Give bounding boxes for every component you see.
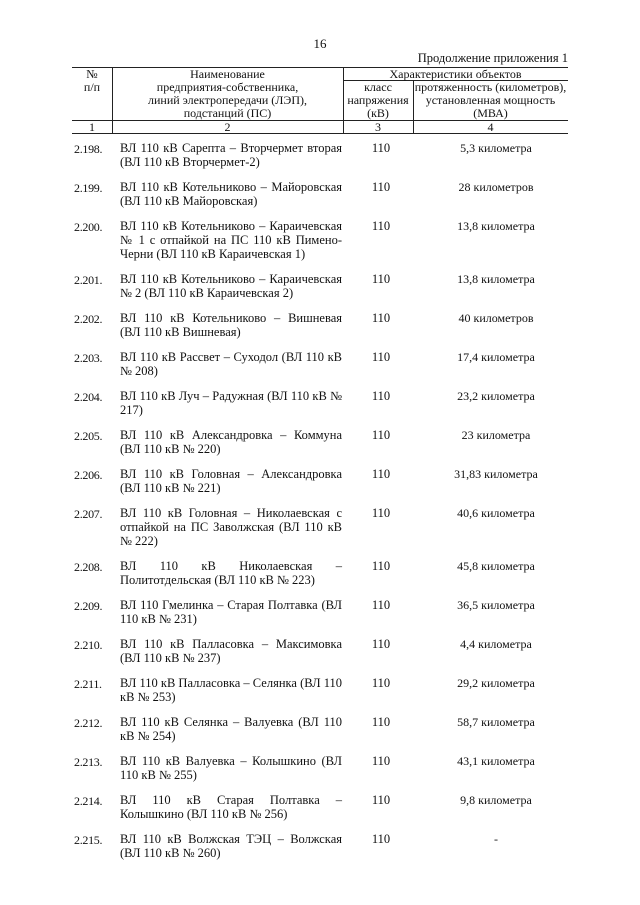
line-name: ВЛ 110 кВ Котельниково – Майоровская (ВЛ 110 кВ Майоровская) bbox=[120, 180, 342, 208]
line-length: - bbox=[494, 832, 498, 846]
row-number: 2.204. bbox=[74, 390, 103, 404]
voltage-class: 110 bbox=[371, 311, 391, 325]
header-col-index: 4 bbox=[487, 120, 494, 134]
line-name: ВЛ 110 кВ Котельниково – Караичевская № 1 с отпайкой на ПС 110 кВ Пимено-Черни (ВЛ 110 кВ Караичевская 1) bbox=[120, 219, 342, 261]
line-name: ВЛ 110 кВ Валуевка – Колышкино (ВЛ 110 кВ № 255) bbox=[120, 754, 342, 782]
row-number: 2.203. bbox=[74, 351, 103, 365]
header-length: протяженность (километров), установленная мощность (МВА) bbox=[414, 80, 567, 120]
voltage-class: 110 bbox=[371, 272, 391, 286]
table-row bbox=[74, 350, 574, 378]
line-name: ВЛ 110 кВ Луч – Радужная (ВЛ 110 кВ № 217) bbox=[120, 389, 342, 417]
line-name: ВЛ 110 кВ Рассвет – Суходол (ВЛ 110 кВ № 208) bbox=[120, 350, 342, 378]
row-number: 2.209. bbox=[74, 599, 103, 613]
table-row bbox=[74, 219, 574, 261]
table-row bbox=[74, 180, 574, 208]
row-number: 2.205. bbox=[74, 429, 103, 443]
line-length: 28 километров bbox=[458, 180, 534, 194]
table-row bbox=[74, 832, 574, 860]
header-num: № п/п bbox=[83, 67, 101, 94]
table-row bbox=[74, 506, 574, 548]
voltage-class: 110 bbox=[371, 219, 391, 233]
voltage-class: 110 bbox=[371, 559, 391, 573]
line-name: ВЛ 110 кВ Головная – Николаевская с отпайкой на ПС Заволжская (ВЛ 110 кВ № 222) bbox=[120, 506, 342, 548]
row-number: 2.200. bbox=[74, 220, 103, 234]
row-number: 2.206. bbox=[74, 468, 103, 482]
line-name: ВЛ 110 кВ Палласовка – Максимовка (ВЛ 110 кВ № 237) bbox=[120, 637, 342, 665]
voltage-class: 110 bbox=[371, 832, 391, 846]
voltage-class: 110 bbox=[371, 715, 391, 729]
row-number: 2.214. bbox=[74, 794, 103, 808]
line-length: 40 километров bbox=[458, 311, 534, 325]
voltage-class: 110 bbox=[371, 637, 391, 651]
line-length: 5,3 километра bbox=[460, 141, 532, 155]
table-row bbox=[74, 715, 574, 743]
line-length: 43,1 километра bbox=[457, 754, 535, 768]
table-row bbox=[74, 428, 574, 456]
voltage-class: 110 bbox=[371, 389, 391, 403]
table-row bbox=[74, 272, 574, 300]
table-row bbox=[74, 311, 574, 339]
header-col-index: 2 bbox=[224, 120, 231, 134]
line-name: ВЛ 110 кВ Волжская ТЭЦ – Волжская (ВЛ 110 кВ № 260) bbox=[120, 832, 342, 860]
row-number: 2.211. bbox=[74, 677, 102, 691]
line-length: 58,7 километра bbox=[457, 715, 535, 729]
voltage-class: 110 bbox=[371, 428, 391, 442]
line-length: 29,2 километра bbox=[457, 676, 535, 690]
row-number: 2.201. bbox=[74, 273, 103, 287]
continuation-label: Продолжение приложения 1 bbox=[417, 51, 568, 65]
table-row bbox=[74, 141, 574, 169]
line-length: 40,6 километра bbox=[457, 506, 535, 520]
line-name: ВЛ 110 Гмелинка – Старая Полтавка (ВЛ 110 кВ № 231) bbox=[120, 598, 342, 626]
voltage-class: 110 bbox=[371, 141, 391, 155]
voltage-class: 110 bbox=[371, 180, 391, 194]
row-number: 2.212. bbox=[74, 716, 103, 730]
row-number: 2.202. bbox=[74, 312, 103, 326]
header-voltage: класс напряжения (кВ) bbox=[347, 80, 409, 120]
line-length: 17,4 километра bbox=[457, 350, 535, 364]
line-name: ВЛ 110 кВ Котельниково – Вишневая (ВЛ 110 кВ Вишневая) bbox=[120, 311, 342, 339]
line-name: ВЛ 110 кВ Палласовка – Селянка (ВЛ 110 кВ № 253) bbox=[120, 676, 342, 704]
header-characteristics: Характеристики объектов bbox=[389, 67, 522, 81]
table-row bbox=[74, 793, 574, 821]
line-name: ВЛ 110 кВ Николаевская – Политотдельская (ВЛ 110 кВ № 223) bbox=[120, 559, 342, 587]
row-number: 2.207. bbox=[74, 507, 103, 521]
voltage-class: 110 bbox=[371, 506, 391, 520]
line-length: 45,8 километра bbox=[457, 559, 535, 573]
voltage-class: 110 bbox=[371, 467, 391, 481]
row-number: 2.208. bbox=[74, 560, 103, 574]
table-row bbox=[74, 676, 574, 704]
table-row bbox=[74, 598, 574, 626]
line-length: 23 километра bbox=[461, 428, 531, 442]
row-number: 2.215. bbox=[74, 833, 103, 847]
line-name: ВЛ 110 кВ Селянка – Валуевка (ВЛ 110 кВ № 254) bbox=[120, 715, 342, 743]
voltage-class: 110 bbox=[371, 350, 391, 364]
line-name: ВЛ 110 кВ Старая Полтавка – Колышкино (ВЛ 110 кВ № 256) bbox=[120, 793, 342, 821]
voltage-class: 110 bbox=[371, 676, 391, 690]
row-number: 2.210. bbox=[74, 638, 103, 652]
line-length: 9,8 километра bbox=[460, 793, 532, 807]
line-length: 36,5 километра bbox=[457, 598, 535, 612]
header-name: Наименование предприятия-собственника, линий электропередачи (ЛЭП), подстанций (ПС) bbox=[147, 67, 308, 120]
line-name: ВЛ 110 кВ Александровка – Коммуна (ВЛ 110 кВ № 220) bbox=[120, 428, 342, 456]
table-body bbox=[74, 141, 574, 871]
row-number: 2.199. bbox=[74, 181, 103, 195]
voltage-class: 110 bbox=[371, 793, 391, 807]
line-length: 13,8 километра bbox=[457, 272, 535, 286]
header-col-index: 3 bbox=[375, 120, 381, 134]
table-row bbox=[74, 637, 574, 665]
voltage-class: 110 bbox=[371, 598, 391, 612]
page-number: 16 bbox=[313, 36, 327, 51]
row-number: 2.198. bbox=[74, 142, 103, 156]
table-row bbox=[74, 389, 574, 417]
line-name: ВЛ 110 кВ Головная – Александровка (ВЛ 110 кВ № 221) bbox=[120, 467, 342, 495]
line-length: 4,4 километра bbox=[460, 637, 532, 651]
line-length: 13,8 километра bbox=[457, 219, 535, 233]
table-row bbox=[74, 754, 574, 782]
voltage-class: 110 bbox=[371, 754, 391, 768]
row-number: 2.213. bbox=[74, 755, 103, 769]
line-length: 23,2 километра bbox=[457, 389, 535, 403]
table-row bbox=[74, 559, 574, 587]
line-length: 31,83 километра bbox=[454, 467, 538, 481]
line-name: ВЛ 110 кВ Сарепта – Вторчермет вторая (ВЛ 110 кВ Вторчермет-2) bbox=[120, 141, 342, 169]
header-col-index: 1 bbox=[89, 120, 95, 134]
line-name: ВЛ 110 кВ Котельниково – Караичевская № 2 (ВЛ 110 кВ Караичевская 2) bbox=[120, 272, 342, 300]
table-row bbox=[74, 467, 574, 495]
